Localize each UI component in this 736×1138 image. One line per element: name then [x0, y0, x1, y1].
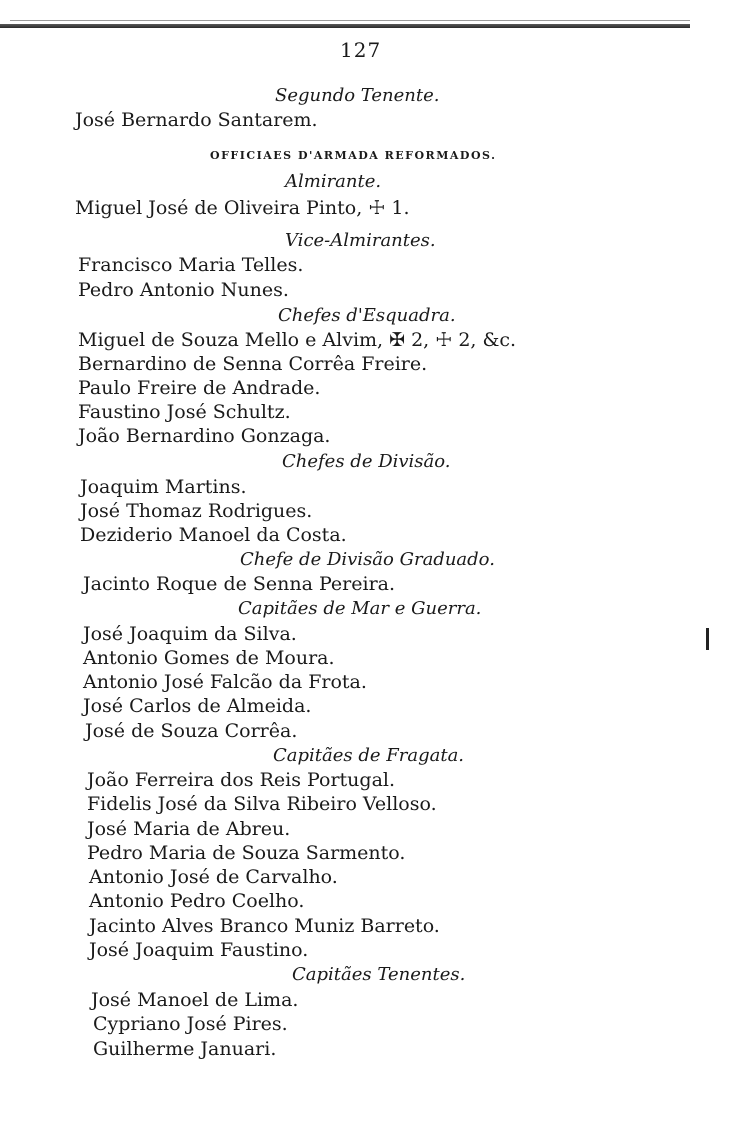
name-line: Jacinto Alves Branco Muniz Barreto.	[89, 915, 440, 937]
section-title: OFFICIAES D'ARMADA REFORMADOS.	[210, 149, 497, 162]
name-line: José Thomaz Rodrigues.	[80, 500, 313, 522]
name-line: José Carlos de Almeida.	[83, 695, 312, 717]
margin-mark	[706, 628, 709, 650]
name-line: José Joaquim da Silva.	[83, 623, 297, 645]
name-line: Deziderio Manoel da Costa.	[80, 524, 347, 546]
name-line: Antonio Pedro Coelho.	[89, 890, 305, 912]
rank-heading: Chefes d'Esquadra.	[278, 305, 456, 326]
name-line: Pedro Maria de Souza Sarmento.	[87, 842, 406, 864]
name-line: José Joaquim Faustino.	[89, 939, 309, 961]
top-rule-thin	[10, 20, 690, 21]
name-line: Francisco Maria Telles.	[78, 254, 304, 276]
name-line: Antonio José de Carvalho.	[89, 866, 338, 888]
name-line: Guilherme Januari.	[93, 1038, 277, 1060]
name-line: Pedro Antonio Nunes.	[78, 279, 289, 301]
rank-heading: Capitães Tenentes.	[292, 964, 466, 985]
rank-heading: Capitães de Fragata.	[273, 745, 465, 766]
name-line: Antonio José Falcão da Frota.	[83, 671, 367, 693]
rank-heading: Chefe de Divisão Graduado.	[240, 549, 495, 570]
page-number: 127	[340, 38, 382, 62]
name-line: João Bernardino Gonzaga.	[78, 425, 331, 447]
name-line: José de Souza Corrêa.	[85, 720, 298, 742]
name-line: João Ferreira dos Reis Portugal.	[87, 769, 396, 791]
rank-heading: Almirante.	[285, 171, 382, 192]
name-line: Jacinto Roque de Senna Pereira.	[83, 573, 396, 595]
name-line: Faustino José Schultz.	[78, 401, 291, 423]
name-line: Joaquim Martins.	[80, 476, 247, 498]
rank-heading: Chefes de Divisão.	[282, 451, 451, 472]
name-line: Miguel José de Oliveira Pinto, ☩ 1.	[75, 197, 410, 219]
name-line: Miguel de Souza Mello e Alvim, ✠ 2, ☩ 2, &c.	[78, 329, 517, 351]
rank-heading: Segundo Tenente.	[275, 85, 440, 106]
name-line: Cypriano José Pires.	[93, 1013, 288, 1035]
name-line: Paulo Freire de Andrade.	[78, 377, 321, 399]
rank-heading: Vice-Almirantes.	[285, 230, 436, 251]
name-line: José Manoel de Lima.	[91, 989, 299, 1011]
name-line: Bernardino de Senna Corrêa Freire.	[78, 353, 428, 375]
name-line: José Bernardo Santarem.	[75, 109, 318, 131]
name-line: Fidelis José da Silva Ribeiro Velloso.	[87, 793, 437, 815]
name-line: José Maria de Abreu.	[87, 818, 291, 840]
name-line: Antonio Gomes de Moura.	[83, 647, 335, 669]
top-rule	[0, 24, 690, 28]
rank-heading: Capitães de Mar e Guerra.	[238, 598, 482, 619]
